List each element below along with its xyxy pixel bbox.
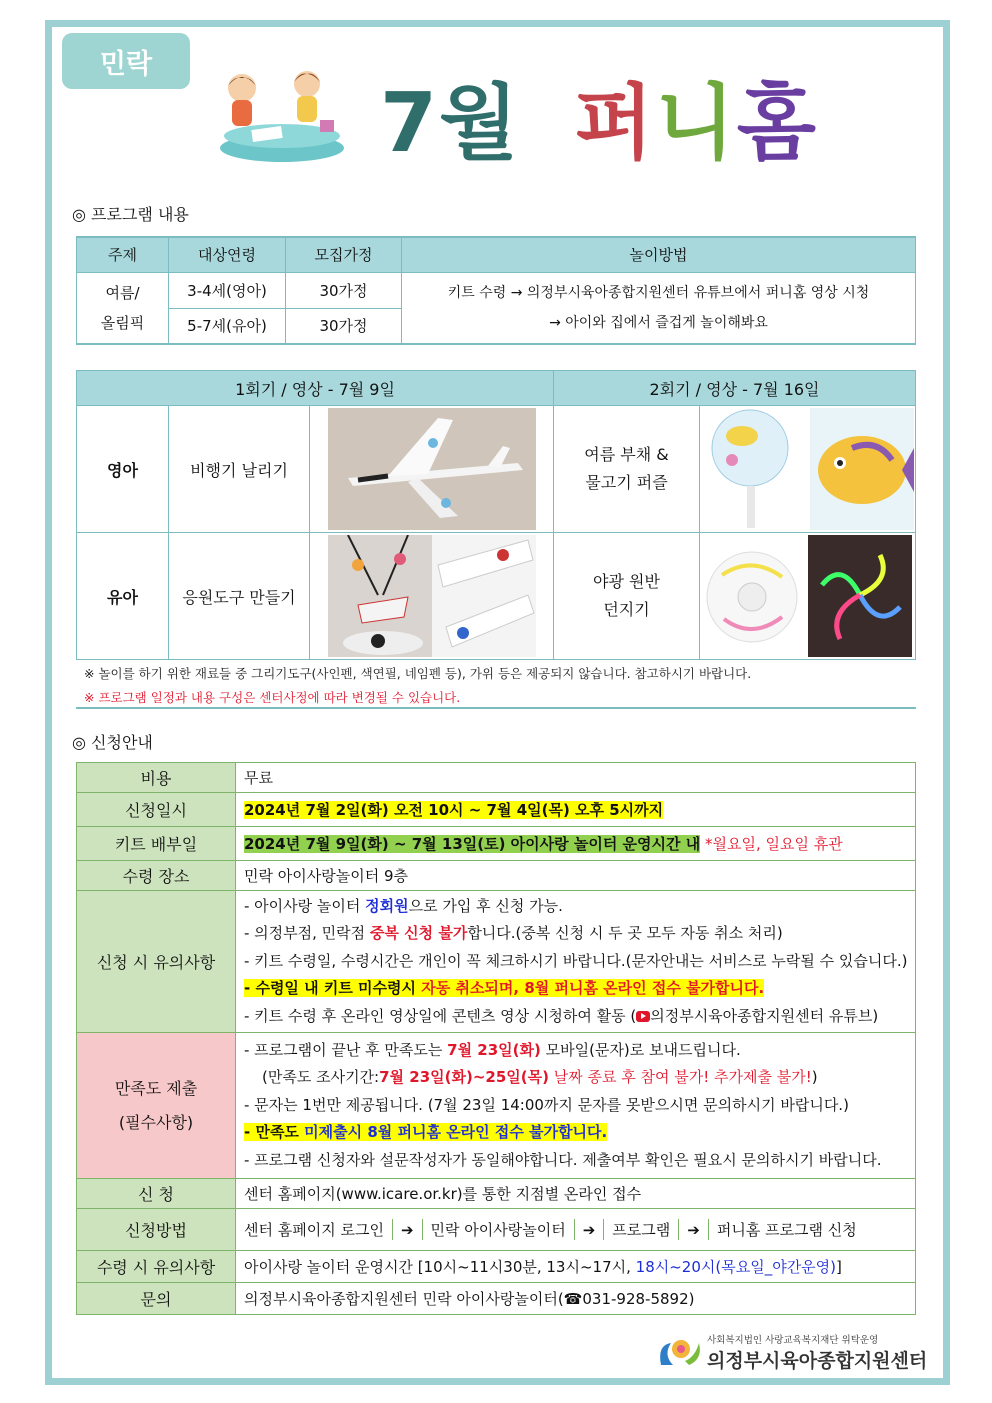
section-program-title: ◎ 프로그램 내용 (72, 205, 189, 224)
program-table (76, 236, 916, 345)
method-cell (402, 272, 916, 344)
airplane-photo (328, 408, 536, 530)
header-method: 놀이방법 (402, 237, 916, 272)
survey-item-4: - 만족도 미제출시 8월 퍼니홈 온라인 접수 불가합니다. (244, 1123, 608, 1142)
group-infant: 영아 (77, 406, 169, 533)
arrow-icon: ➔ (679, 1219, 709, 1240)
caution-label: 신청 시 유의사항 (77, 891, 236, 1033)
contact-label: 문의 (77, 1283, 236, 1315)
branch-badge: 민락 (62, 33, 190, 89)
session2-header: 2회기 / 영상 - 7월 16일 (554, 371, 916, 406)
header-age: 대상연령 (169, 237, 286, 272)
age-child: 5-7세(유아) (169, 308, 286, 344)
date-value: 2024년 7월 2일(화) 오전 10시 ~ 7월 4일(목) 오후 5시까지 (244, 801, 664, 819)
header-families: 모집가정 (286, 237, 402, 272)
arrow-icon: ➔ (393, 1219, 423, 1240)
youtube-icon (636, 1011, 650, 1022)
kit-label: 키트 배부일 (77, 827, 236, 861)
disc-photo-cell (700, 533, 916, 660)
page-title (380, 66, 818, 171)
pickup-value: 아이사랑 놀이터 운영시간 [10시~11시30분, 13시~17시, 18시~20시(목요일_야간운영)] (236, 1251, 916, 1283)
activity-disc-line1: 야광 원반 (593, 572, 660, 591)
logo-mark-icon (655, 1335, 705, 1371)
activity-disc (554, 533, 700, 660)
kit-closed-note: *월요일, 일요일 휴관 (705, 835, 843, 853)
header-topic: 주제 (77, 237, 169, 272)
survey-label (77, 1033, 236, 1179)
topic-cell (77, 272, 169, 344)
date-label: 신청일시 (77, 793, 236, 827)
logo-subtitle: 사회복지법인 사랑교육복지재단 위탁운영 (707, 1335, 879, 1346)
step-playground: 민락 아이사랑놀이터 (423, 1219, 575, 1240)
contact-value: 의정부시육아종합지원센터 민락 아이사랑놀이터(☎031-928-5892) (236, 1283, 916, 1315)
method-line2: → 아이와 집에서 즐겁게 놀이해봐요 (549, 314, 768, 331)
caution-list (236, 891, 916, 1033)
place-label: 수령 장소 (77, 861, 236, 891)
survey-list (236, 1033, 916, 1179)
apply-table (76, 762, 916, 1315)
place-value: 민락 아이사랑놀이터 9층 (236, 861, 916, 891)
title-char-2: 니 (655, 75, 737, 171)
cost-value: 무료 (236, 763, 916, 793)
divider (76, 707, 916, 709)
step-program: 프로그램 (604, 1219, 679, 1240)
signup-label: 신 청 (77, 1179, 236, 1209)
title-char-1: 퍼 (574, 75, 656, 171)
activity-fan-line1: 여름 부채 & (584, 445, 669, 464)
activity-fan-line2: 물고기 퍼즐 (585, 473, 668, 492)
survey-item-2: (만족도 조사기간:7월 23일(화)~25일(목) 날짜 종료 후 참여 불가! 추가제출 불가!) (262, 1068, 818, 1087)
title-month: 7월 (380, 75, 521, 171)
caution-item-5: - 키트 수령 후 온라인 영상일에 콘텐츠 영상 시청하여 활동 ( 의정부시육아종합지원센터 유튜브) (244, 1006, 879, 1025)
step-funhome: 퍼니홈 프로그램 신청 (716, 1221, 857, 1239)
center-logo (655, 1332, 928, 1372)
survey-label-line2: (필수사항) (118, 1112, 194, 1132)
title-char-3: 홈 (736, 75, 818, 171)
age-infant: 3-4세(영아) (169, 272, 286, 308)
survey-item-3: - 문자는 1번만 제공됩니다. (7월 23일 14:00까지 문자를 못받으시면 문의하시기 바랍니다.) (244, 1095, 849, 1114)
cheer-tools-photo (328, 535, 536, 657)
caution-item-2: - 의정부점, 민락점 중복 신청 불가합니다.(중복 신청 시 두 곳 모두 자동 취소 처리) (244, 924, 783, 943)
topic-line1: 여름/ (105, 283, 140, 302)
children-playing-illustration (212, 66, 347, 166)
caution-item-1: - 아이사랑 놀이터 정회원으로 가입 후 신청 가능. (244, 896, 563, 915)
survey-label-line1: 만족도 제출 (114, 1078, 198, 1098)
cost-label: 비용 (77, 763, 236, 793)
activity-disc-line2: 던지기 (603, 600, 650, 619)
activity-fan-puzzle (554, 406, 700, 533)
kit-date: 2024년 7월 9일(화) ~ 7월 13일(토) 아이사랑 놀이터 운영시간 내 (244, 835, 701, 853)
method-steps (236, 1209, 916, 1251)
method-label: 신청방법 (77, 1209, 236, 1251)
session1-header: 1회기 / 영상 - 7월 9일 (77, 371, 554, 406)
airplane-photo-cell (310, 406, 554, 533)
pickup-label: 수령 시 유의사항 (77, 1251, 236, 1283)
families-infant: 30가정 (286, 272, 402, 308)
caution-item-4: - 수령일 내 키트 미수령시 자동 취소되며, 8월 퍼니홈 온라인 접수 불가합니다. (244, 979, 765, 998)
activity-cheer: 응원도구 만들기 (169, 533, 310, 660)
glow-disc-photo (702, 535, 914, 657)
arrow-icon: ➔ (575, 1219, 605, 1240)
topic-line2: 올림픽 (100, 313, 145, 332)
cheer-photo-cell (310, 533, 554, 660)
survey-item-5: - 프로그램 신청자와 설문작성자가 동일해야합니다. 제출여부 확인은 필요시 문의하시기 바랍니다. (244, 1150, 882, 1169)
activity-airplane: 비행기 날리기 (169, 406, 310, 533)
logo-name: 의정부시육아종합지원센터 (707, 1350, 928, 1372)
survey-item-1: - 프로그램이 끝난 후 만족도는 7월 23일(화) 모바일(문자)로 보내드립니다. (244, 1040, 741, 1059)
step-login: 센터 홈페이지 로그인 (236, 1219, 393, 1240)
families-child: 30가정 (286, 308, 402, 344)
note-schedule-change: ※ 프로그램 일정과 내용 구성은 센터사정에 따라 변경될 수 있습니다. (84, 690, 461, 705)
note-materials: ※ 놀이를 하기 위한 재료들 중 그리기도구(사인펜, 색연필, 네임펜 등), 가위 등은 제공되지 않습니다. 참고하시기 바랍니다. (84, 666, 752, 681)
section-apply-title: ◎ 신청안내 (72, 733, 153, 752)
method-line1: 키트 수령 → 의정부시육아종합지원센터 유튜브에서 퍼니홈 영상 시청 (447, 284, 870, 301)
fan-fish-photo (702, 408, 914, 530)
schedule-table (76, 370, 916, 660)
signup-value: 센터 홈페이지(www.icare.or.kr)를 통한 지점별 온라인 접수 (236, 1179, 916, 1209)
caution-item-3: - 키트 수령일, 수령시간은 개인이 꼭 체크하시기 바랍니다.(문자안내는 서비스로 누락될 수 있습니다.) (244, 951, 908, 970)
fan-photo-cell (700, 406, 916, 533)
group-child: 유아 (77, 533, 169, 660)
